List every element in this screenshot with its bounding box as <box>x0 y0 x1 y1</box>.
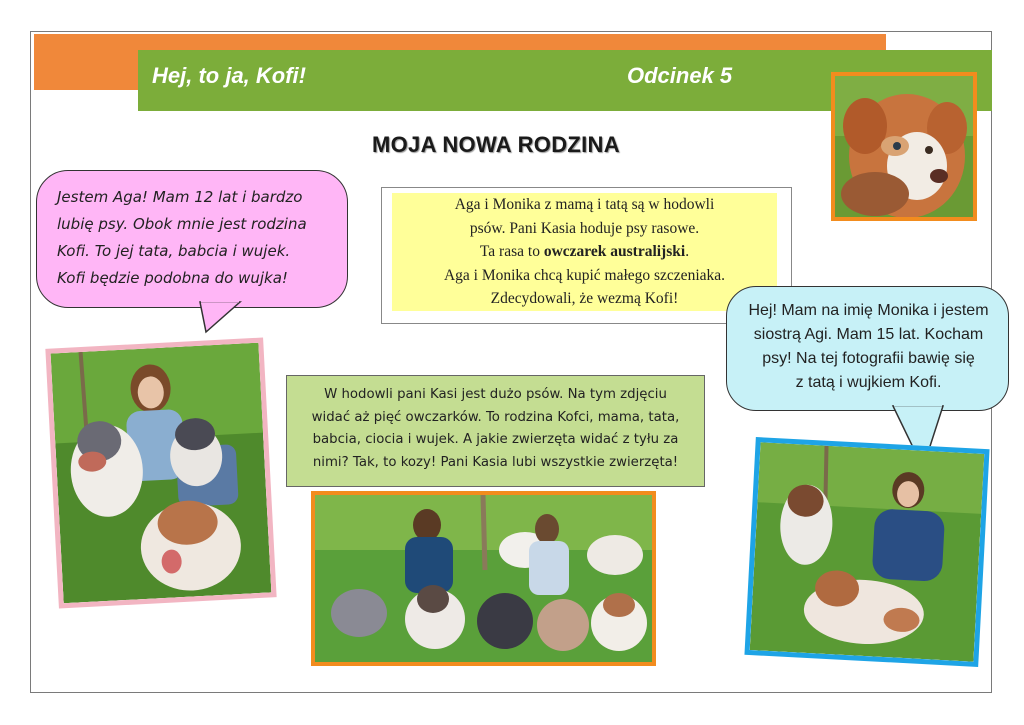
speech-tail-aga <box>190 300 250 336</box>
kennel-line: W hodowli pani Kasi jest dużo psów. Na tym zdjęciu <box>324 387 667 402</box>
info-line: psów. Pani Kasia hoduje psy rasowe. <box>469 219 700 237</box>
monika-with-dogs-photo <box>744 437 989 667</box>
speech-line: Jestem Aga! Mam 12 lat i bardzo <box>57 188 303 206</box>
speech-line: siostrą Agi. Mam 15 lat. Kocham <box>753 326 984 343</box>
kennel-line: nimi? Tak, to kozy! Pani Kasia lubi wszystkie zwierzęta! <box>312 454 679 470</box>
speech-line: z tatą i wujkiem Kofi. <box>795 374 942 391</box>
speech-bubble-monika <box>726 286 1009 411</box>
kennel-line: widać aż pięć owczarków. To rodzina Kofci, mama, tata, <box>311 409 680 425</box>
speech-text-aga <box>57 184 337 292</box>
page-title: MOJA NOWA RODZINA <box>372 132 620 157</box>
speech-text-monika <box>733 299 1004 395</box>
breed-name: owczarek australijski <box>543 243 686 260</box>
info-line: Zdecydowali, że wezmą Kofi! <box>490 290 679 307</box>
series-title: Hej, to ja, Kofi! <box>152 63 306 88</box>
aga-with-dogs-photo <box>45 337 276 608</box>
speech-line: psy! Na tej fotografii bawię się <box>762 350 975 367</box>
kennel-line: babcia, ciocia i wujek. A jakie zwierzęta widać z tyłu za <box>312 432 679 447</box>
speech-line: lubię psy. Obok mnie jest rodzina <box>57 215 307 233</box>
info-text <box>392 193 777 311</box>
episode-label: Odcinek 5 <box>627 63 733 88</box>
kofi-puppy-photo <box>831 72 977 221</box>
speech-line: Hej! Mam na imię Monika i jestem <box>748 302 989 319</box>
kennel-info-box <box>286 375 705 487</box>
info-line-breed: Ta rasa to owczarek australijski. <box>479 243 690 260</box>
info-line: Aga i Monika chcą kupić małego szczeniaka. <box>443 266 726 284</box>
family-with-dogs-goats-photo <box>311 491 656 666</box>
info-line: Aga i Monika z mamą i tatą są w hodowli <box>454 196 715 213</box>
speech-bubble-aga <box>36 170 348 308</box>
kennel-text <box>295 384 696 474</box>
speech-line: Kofi. To jej tata, babcia i wujek. <box>57 242 291 260</box>
speech-line: Kofi będzie podobna do wujka! <box>57 269 288 287</box>
